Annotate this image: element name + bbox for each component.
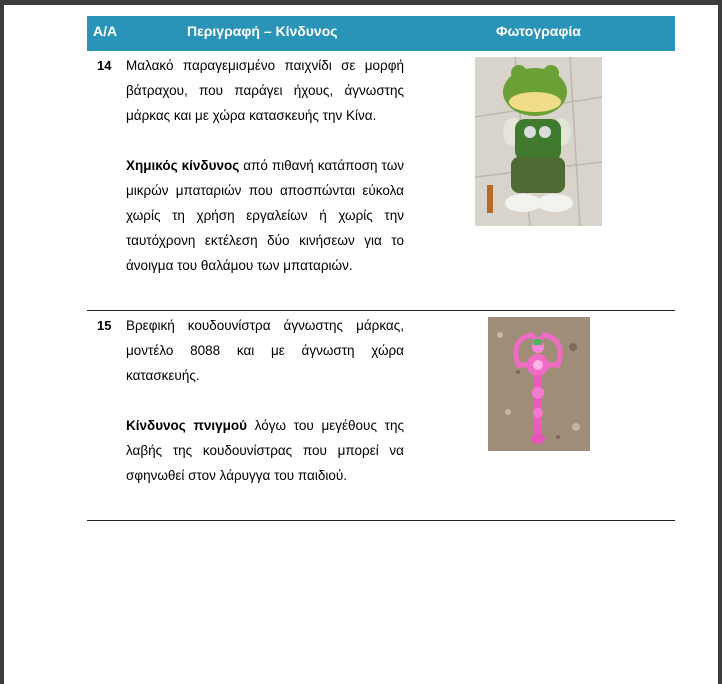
table-header bbox=[87, 16, 675, 51]
viewer-frame-right bbox=[718, 0, 722, 684]
table-row-description bbox=[126, 53, 404, 278]
frog-toy-photo bbox=[475, 57, 602, 226]
hazard-text: από πιθανή κατάποση των μικρών μπαταριών που αποσπώνται εύκολα χωρίς τη χρήση εργαλείων ή χωρίς την ταυτόχρονη εκτέλεση δύο κινήσεων για το άνοιγμα του θαλάμου των μπαταριών. bbox=[126, 158, 404, 273]
header-photo: Φωτογραφία bbox=[496, 23, 581, 39]
viewer-frame-top bbox=[0, 0, 722, 5]
table-row-description bbox=[126, 313, 404, 488]
row-divider bbox=[87, 520, 675, 521]
viewer-frame-left bbox=[0, 0, 4, 684]
header-num: A/A bbox=[93, 23, 118, 39]
hazard-title: Χημικός κίνδυνος bbox=[126, 158, 240, 173]
hazard-paragraph bbox=[126, 153, 404, 278]
product-description: Μαλακό παραγεμισμένο παιχνίδι σε μορφή βάτραχου, που παράγει ήχους, άγνωστης μάρκας και με χώρα κατασκευής την Κίνα. bbox=[126, 58, 404, 123]
row-number: 14 bbox=[97, 58, 112, 73]
product-description: Βρεφική κουδουνίστρα άγνωστης μάρκας, μοντέλο 8088 και με άγνωστη χώρα κατασκευής. bbox=[126, 318, 404, 383]
hazard-text: λόγω του μεγέθους της λαβής της κουδουνίστρας που μπορεί να σφηνωθεί στον λάρυγγα του παιδιού. bbox=[126, 418, 404, 483]
pink-rattle-photo bbox=[488, 317, 590, 451]
header-description: Περιγραφή – Κίνδυνος bbox=[187, 23, 338, 39]
hazard-paragraph bbox=[126, 413, 404, 488]
row-divider bbox=[87, 310, 675, 311]
row-number: 15 bbox=[97, 318, 112, 333]
hazard-title: Κίνδυνος πνιγμού bbox=[126, 418, 247, 433]
